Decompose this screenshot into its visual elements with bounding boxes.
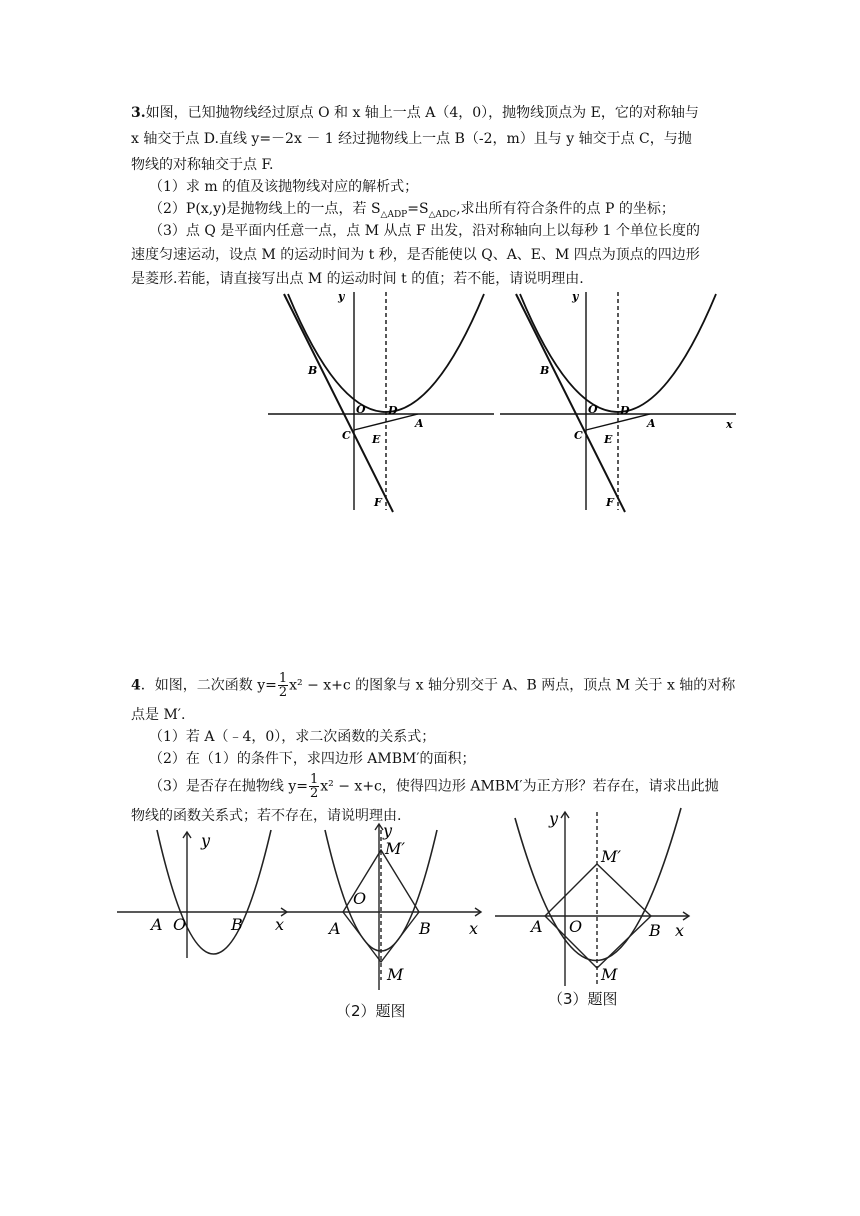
label-x: x <box>675 921 685 940</box>
label-B: B <box>540 364 550 377</box>
label-O: O <box>588 403 598 416</box>
q3-number: 3. <box>131 105 146 121</box>
q4-text-1a: ．如图，二次函数 y= <box>140 677 277 694</box>
q4-number: 4 <box>131 677 141 694</box>
label-M: M <box>601 965 618 984</box>
label-Mprime: M′ <box>385 839 406 858</box>
label-A: A <box>415 417 424 430</box>
frac-numerator: 1 <box>278 671 288 686</box>
frac-numerator: 1 <box>310 772 319 787</box>
q4-text-1c: x² − x+c 的图象与 x 轴分别交于 A、B 两点，顶点 M 关于 x 轴的对称 <box>289 677 736 694</box>
label-B: B <box>231 915 243 934</box>
label-O: O <box>173 915 187 934</box>
label-A: A <box>329 919 341 938</box>
label-y: y <box>201 831 211 850</box>
q3-line-1 <box>131 103 699 123</box>
line-BF <box>284 294 393 512</box>
q3-figure-left <box>268 290 498 515</box>
q4-sub-1: （1）若 A（﹣4，0），求二次函数的关系式； <box>149 729 436 745</box>
label-O: O <box>353 889 367 908</box>
label-y: y <box>383 821 393 840</box>
parabola <box>157 830 271 954</box>
label-y: y <box>549 809 559 828</box>
label-O: O <box>569 917 583 936</box>
label-x: x <box>469 919 479 938</box>
label-A: A <box>151 915 163 934</box>
label-x: x <box>275 915 285 934</box>
label-A: A <box>531 917 543 936</box>
q4-figure-1 <box>115 830 290 960</box>
label-C: C <box>342 429 351 442</box>
label-B: B <box>308 364 318 377</box>
parabola <box>520 294 716 412</box>
q3-line-2: x 轴交于点 D.直线 y=－2x － 1 经过抛物线上一点 B（-2，m）且与 y 轴交于点 C，与抛 <box>131 131 692 147</box>
label-y: y <box>572 290 579 303</box>
q3-sub-3-line-3: 是菱形.若能，请直接写出点 M 的运动时间 t 的值；若不能，请说明理由. <box>131 271 584 287</box>
parabola <box>288 294 484 412</box>
label-B: B <box>649 921 661 940</box>
q3-sub-3-line-2: 速度匀速运动，设点 M 的运动时间为 t 秒，是否能使以 Q、A、E、M 四点为顶点的四边形 <box>131 247 700 263</box>
caption-figure-3: （3）题图 <box>548 990 618 1008</box>
label-E: E <box>372 433 381 446</box>
label-O: O <box>356 403 366 416</box>
label-A: A <box>647 417 656 430</box>
label-y: y <box>338 290 345 303</box>
q4-sub3-text-b: x² − x+c，使得四边形 AMBM′为正方形？若存在，请求出此抛 <box>320 778 719 795</box>
fraction-one-half <box>278 672 288 699</box>
label-E: E <box>604 433 613 446</box>
q3-figure-right <box>500 290 740 515</box>
label-x: x <box>726 418 733 431</box>
q3-sub2-text-a: （2）P(x,y)是抛物线上的一点，若 S <box>149 201 381 217</box>
q4-line-1 <box>131 672 735 699</box>
label-Mprime: M′ <box>601 847 622 866</box>
q3-sub-3-line-1: （3）点 Q 是平面内任意一点，点 M 从点 F 出发，沿对称轴向上以每秒 1 个单位长度的 <box>149 223 700 239</box>
label-F: F <box>606 496 614 509</box>
label-D: D <box>620 404 630 417</box>
label-C: C <box>574 429 583 442</box>
label-D: D <box>388 404 398 417</box>
q4-figure-2 <box>285 820 485 990</box>
q4-figure-3 <box>493 808 693 988</box>
q3-line-3: 物线的对称轴交于点 F. <box>131 157 274 173</box>
label-B: B <box>419 919 431 938</box>
caption-figure-2: （2）题图 <box>336 1002 406 1020</box>
frac-denominator: 2 <box>310 786 319 801</box>
label-M: M <box>387 965 404 984</box>
q4-sub-2: （2）在（1）的条件下，求四边形 AMBM′的面积； <box>149 751 476 767</box>
frac-denominator: 2 <box>278 685 288 700</box>
q4-sub3-text-a: （3）是否存在抛物线 y= <box>149 778 308 795</box>
q3-sub2-text-c: ,求出所有符合条件的点 P 的坐标； <box>456 201 675 217</box>
line-BF <box>516 294 625 512</box>
q3-sub2-text-b: =S <box>407 201 429 217</box>
q3-sub2-sub-adp: △ADP <box>380 209 408 220</box>
q4-sub-3 <box>149 773 719 800</box>
q3-sub2-sub-adc: △ADC <box>428 209 457 220</box>
q3-text-1: 如图，已知抛物线经过原点 O 和 x 轴上一点 A（4，0），抛物线顶点为 E，它的对称轴与 <box>145 105 699 121</box>
q4-sub-3-line-2: 物线的函数关系式；若不存在，请说明理由. <box>131 808 402 824</box>
fraction-one-half <box>309 773 319 800</box>
label-F: F <box>374 496 382 509</box>
q3-sub-1: （1）求 m 的值及该抛物线对应的解析式； <box>149 179 419 195</box>
q4-line-2: 点是 M′. <box>131 707 186 723</box>
